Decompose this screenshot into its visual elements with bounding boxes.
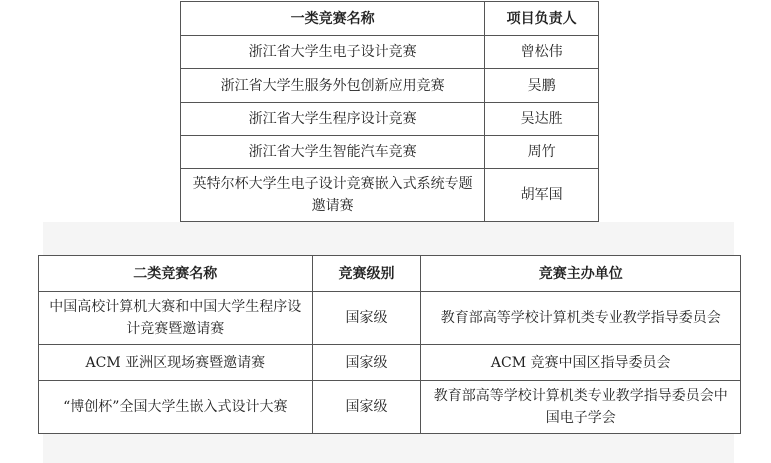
second-class-competition-table [38, 255, 741, 434]
competition-name-cell: 中国高校计算机大赛和中国大学生程序设计竞赛暨邀请赛 [39, 292, 313, 345]
level-cell: 国家级 [312, 381, 421, 434]
background-band-top [43, 222, 734, 255]
column-header-project-leader: 项目负责人 [485, 2, 599, 36]
organizer-cell: 教育部高等学校计算机类专业教学指导委员会 [421, 292, 741, 345]
first-class-competition-table [180, 1, 599, 222]
organizer-cell: 教育部高等学校计算机类专业教学指导委员会中国电子学会 [421, 381, 741, 434]
leader-cell: 吴鹏 [485, 69, 599, 103]
table-row [181, 69, 599, 103]
competition-name-cell: “博创杯”全国大学生嵌入式设计大赛 [39, 381, 313, 434]
competition-name-cell: 浙江省大学生服务外包创新应用竞赛 [181, 69, 485, 103]
leader-cell: 周竹 [485, 136, 599, 169]
competition-name-cell: 英特尔杯大学生电子设计竞赛嵌入式系统专题邀请赛 [181, 169, 485, 222]
leader-cell: 胡军国 [485, 169, 599, 222]
competition-name-cell: ACM 亚洲区现场赛暨邀请赛 [39, 345, 313, 381]
level-cell: 国家级 [312, 292, 421, 345]
competition-name-cell: 浙江省大学生程序设计竞赛 [181, 103, 485, 136]
column-header-competition-name: 一类竞赛名称 [181, 2, 485, 36]
background-band-bottom [43, 433, 734, 463]
column-header-competition-name: 二类竞赛名称 [39, 256, 313, 292]
leader-cell: 吴达胜 [485, 103, 599, 136]
level-cell: 国家级 [312, 345, 421, 381]
competition-name-cell: 浙江省大学生智能汽车竞赛 [181, 136, 485, 169]
table-row [181, 103, 599, 136]
table-row [39, 381, 741, 434]
organizer-cell: ACM 竞赛中国区指导委员会 [421, 345, 741, 381]
column-header-competition-level: 竞赛级别 [312, 256, 421, 292]
leader-cell: 曾松伟 [485, 36, 599, 69]
table-row [181, 136, 599, 169]
column-header-organizer: 竞赛主办单位 [421, 256, 741, 292]
table-row [181, 169, 599, 222]
table-row [181, 36, 599, 69]
table-row [39, 345, 741, 381]
competition-name-cell: 浙江省大学生电子设计竞赛 [181, 36, 485, 69]
table-row [39, 292, 741, 345]
